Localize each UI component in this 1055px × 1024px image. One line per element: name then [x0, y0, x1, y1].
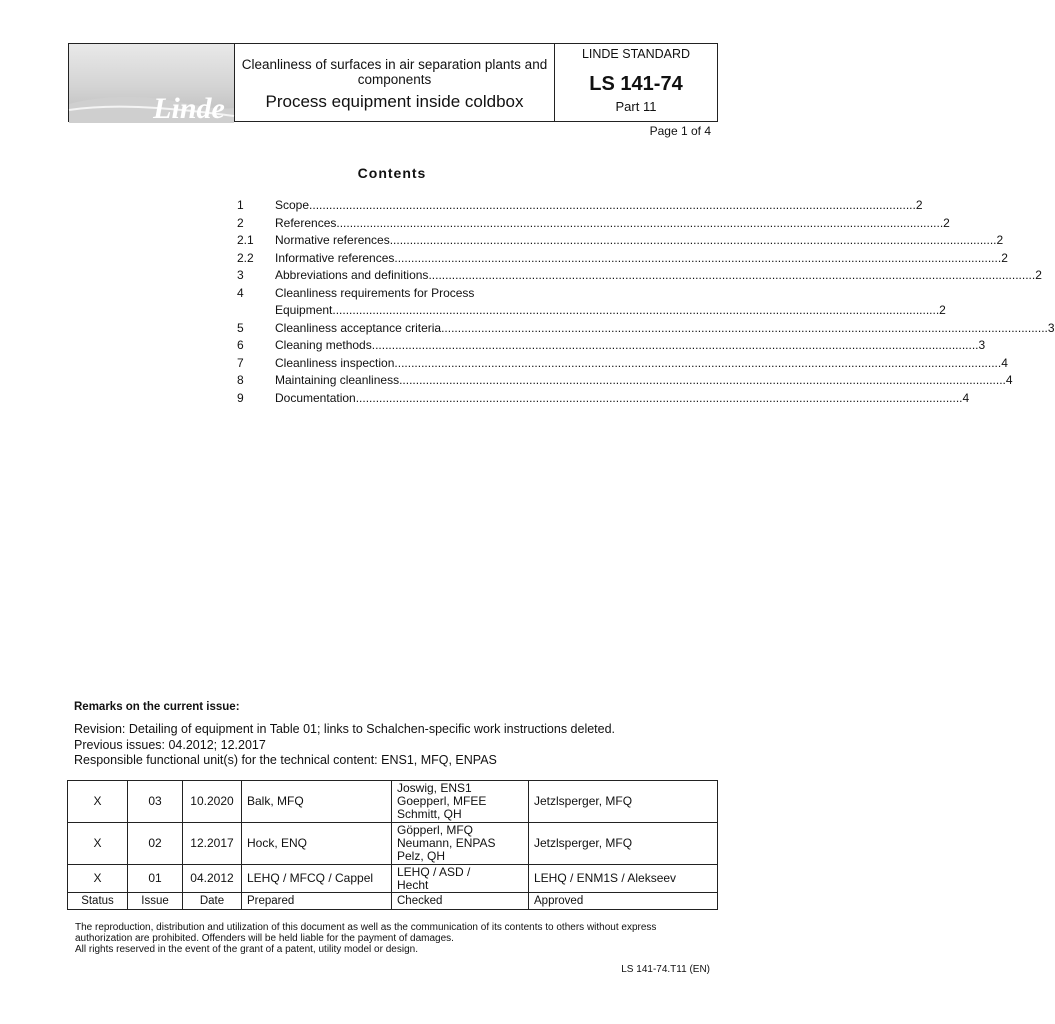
column-header-issue: Issue — [128, 893, 183, 910]
approved-cell: Jetzlsperger, MFQ — [529, 781, 718, 823]
linde-logo — [69, 44, 235, 125]
toc-entry-number: 2.1 — [237, 233, 254, 247]
toc-leader-dots — [399, 372, 1006, 390]
toc-entry-title: Maintaining cleanliness — [275, 373, 400, 387]
checked-line: Schmitt, QH — [397, 807, 462, 821]
toc-entry-title: References — [275, 215, 337, 230]
toc-entry-title: Normative references — [275, 233, 390, 247]
issue-cell: 01 — [128, 865, 183, 893]
checked-line: Joswig, ENS1 — [397, 781, 472, 795]
checked-line: Hecht — [397, 877, 429, 892]
document-header — [68, 43, 718, 125]
toc-entry-number: 6 — [237, 338, 244, 352]
table-row — [68, 865, 718, 893]
copyright-line: authorization are prohibited. Offenders will be held liable for the payment of damages. — [75, 933, 454, 944]
prepared-cell: Balk, MFQ — [242, 781, 392, 823]
document-subtitle: Cleanliness of surfaces in air separation plants and components — [241, 57, 548, 87]
checked-cell — [392, 781, 529, 823]
toc-entry-page: 2 — [939, 303, 946, 317]
toc-entry-number: 4 — [237, 285, 244, 300]
date-cell: 12.2017 — [183, 823, 242, 865]
column-header-approved: Approved — [529, 893, 718, 910]
standard-cell — [555, 44, 717, 121]
toc-entry-number: 8 — [237, 373, 244, 387]
toc-leader-dots — [441, 320, 1048, 338]
toc-entry[interactable] — [237, 215, 950, 233]
contents-heading: Contents — [357, 165, 427, 181]
table-of-contents — [237, 197, 1055, 407]
standard-code: LS 141-74 — [589, 73, 683, 95]
column-header-prepared: Prepared — [242, 893, 392, 910]
linde-logo-graphic — [69, 44, 234, 123]
toc-entry-title: Informative references — [275, 250, 395, 265]
toc-entry-page: 4 — [962, 390, 970, 405]
prepared-cell: LEHQ / MFCQ / Cappel — [242, 865, 392, 893]
copyright-line: All rights reserved in the event of the grant of a patent, utility model or design. — [75, 944, 418, 955]
toc-entry[interactable] — [237, 337, 986, 355]
page-number: Page 1 of 4 — [649, 124, 711, 138]
standard-label: LINDE STANDARD — [581, 47, 691, 61]
toc-entry-title: Cleanliness requirements for Process — [275, 285, 475, 300]
toc-entry[interactable] — [237, 390, 970, 408]
toc-entry-page: 3 — [978, 338, 986, 352]
checked-cell — [392, 823, 529, 865]
column-header-date: Date — [183, 893, 242, 910]
remarks-line: Revision: Detailing of equipment in Table 01; links to Schalchen-specific work instructions deleted. — [74, 722, 616, 736]
toc-entry-title: Scope — [275, 198, 310, 212]
title-cell — [235, 44, 555, 121]
standard-part: Part 11 — [615, 99, 657, 114]
approved-cell: Jetzlsperger, MFQ — [529, 823, 718, 865]
toc-leader-dots — [336, 215, 943, 233]
toc-entry-page: 2 — [915, 198, 923, 212]
toc-entry-title: Cleanliness acceptance criteria — [275, 320, 442, 335]
toc-leader-dots — [394, 250, 1001, 268]
toc-entry[interactable] — [237, 320, 1055, 338]
toc-entry-title: Abbreviations and definitions — [275, 268, 429, 282]
toc-leader-dots — [390, 232, 997, 250]
toc-entry-page: 3 — [1047, 320, 1055, 335]
remarks-heading: Remarks on the current issue: — [74, 701, 240, 713]
checked-line: Neumann, ENPAS — [397, 836, 496, 850]
table-header-row — [68, 893, 718, 910]
copyright-line: The reproduction, distribution and utilization of this document as well as the communication of its contents to others without express — [75, 922, 657, 933]
toc-entry-number: 2.2 — [237, 250, 254, 265]
toc-leader-dots — [356, 390, 963, 408]
toc-entry[interactable] — [237, 285, 946, 320]
date-cell: 04.2012 — [183, 865, 242, 893]
document-reference: LS 141-74.T11 (EN) — [621, 964, 710, 975]
toc-entry-number: 1 — [237, 198, 244, 212]
toc-leader-dots — [428, 267, 1035, 285]
table-row — [68, 823, 718, 865]
toc-entry-number: 2 — [237, 215, 244, 230]
toc-entry-title: Documentation — [275, 390, 356, 405]
remarks-line: Previous issues: 04.2012; 12.2017 — [74, 737, 266, 752]
checked-line: Goepperl, MFEE — [397, 794, 487, 808]
document-title: Process equipment inside coldbox — [265, 92, 524, 111]
toc-leader-dots — [332, 302, 939, 320]
remarks-line: Responsible functional unit(s) for the technical content: ENS1, MFQ, ENPAS — [74, 753, 497, 767]
toc-entry-page: 2 — [1035, 268, 1042, 282]
toc-entry-page: 4 — [1001, 355, 1008, 370]
status-cell: X — [68, 781, 128, 823]
status-cell: X — [68, 865, 128, 893]
toc-entry-number: 5 — [237, 320, 244, 335]
toc-entry-page: 4 — [1005, 373, 1013, 387]
approved-cell: LEHQ / ENM1S / Alekseev — [529, 865, 718, 893]
copyright-notice — [75, 922, 656, 955]
toc-entry-title: Cleaning methods — [275, 338, 372, 352]
toc-entry[interactable] — [237, 232, 1004, 250]
toc-entry-page: 2 — [943, 215, 950, 230]
toc-entry-title: Cleanliness inspection — [275, 355, 395, 370]
toc-leader-dots — [309, 197, 916, 215]
checked-line: LEHQ / ASD / — [397, 864, 471, 879]
toc-entry-number: 3 — [237, 268, 244, 282]
toc-leader-dots — [394, 355, 1001, 373]
toc-entry[interactable] — [237, 250, 1008, 268]
toc-entry[interactable] — [237, 372, 1013, 390]
revision-table — [67, 780, 718, 910]
column-header-checked: Checked — [392, 893, 529, 910]
checked-line: Pelz, QH — [397, 849, 446, 863]
toc-leader-dots — [372, 337, 979, 355]
date-cell: 10.2020 — [183, 781, 242, 823]
toc-entry-number: 9 — [237, 390, 244, 405]
toc-entry-number: 7 — [237, 355, 244, 370]
issue-cell: 03 — [128, 781, 183, 823]
prepared-cell: Hock, ENQ — [242, 823, 392, 865]
status-cell: X — [68, 823, 128, 865]
checked-cell — [392, 865, 529, 893]
toc-entry[interactable] — [237, 267, 1042, 285]
toc-entry[interactable] — [237, 355, 1008, 373]
issue-cell: 02 — [128, 823, 183, 865]
toc-entry[interactable] — [237, 197, 923, 215]
checked-line: Göpperl, MFQ — [397, 823, 474, 837]
column-header-status: Status — [68, 893, 128, 910]
toc-entry-page: 2 — [996, 233, 1004, 247]
remarks-text — [74, 722, 615, 769]
toc-entry-page: 2 — [1001, 250, 1008, 265]
logo-wordmark: Linde — [153, 92, 225, 125]
toc-entry-title: Equipment — [275, 303, 333, 317]
table-row — [68, 781, 718, 823]
